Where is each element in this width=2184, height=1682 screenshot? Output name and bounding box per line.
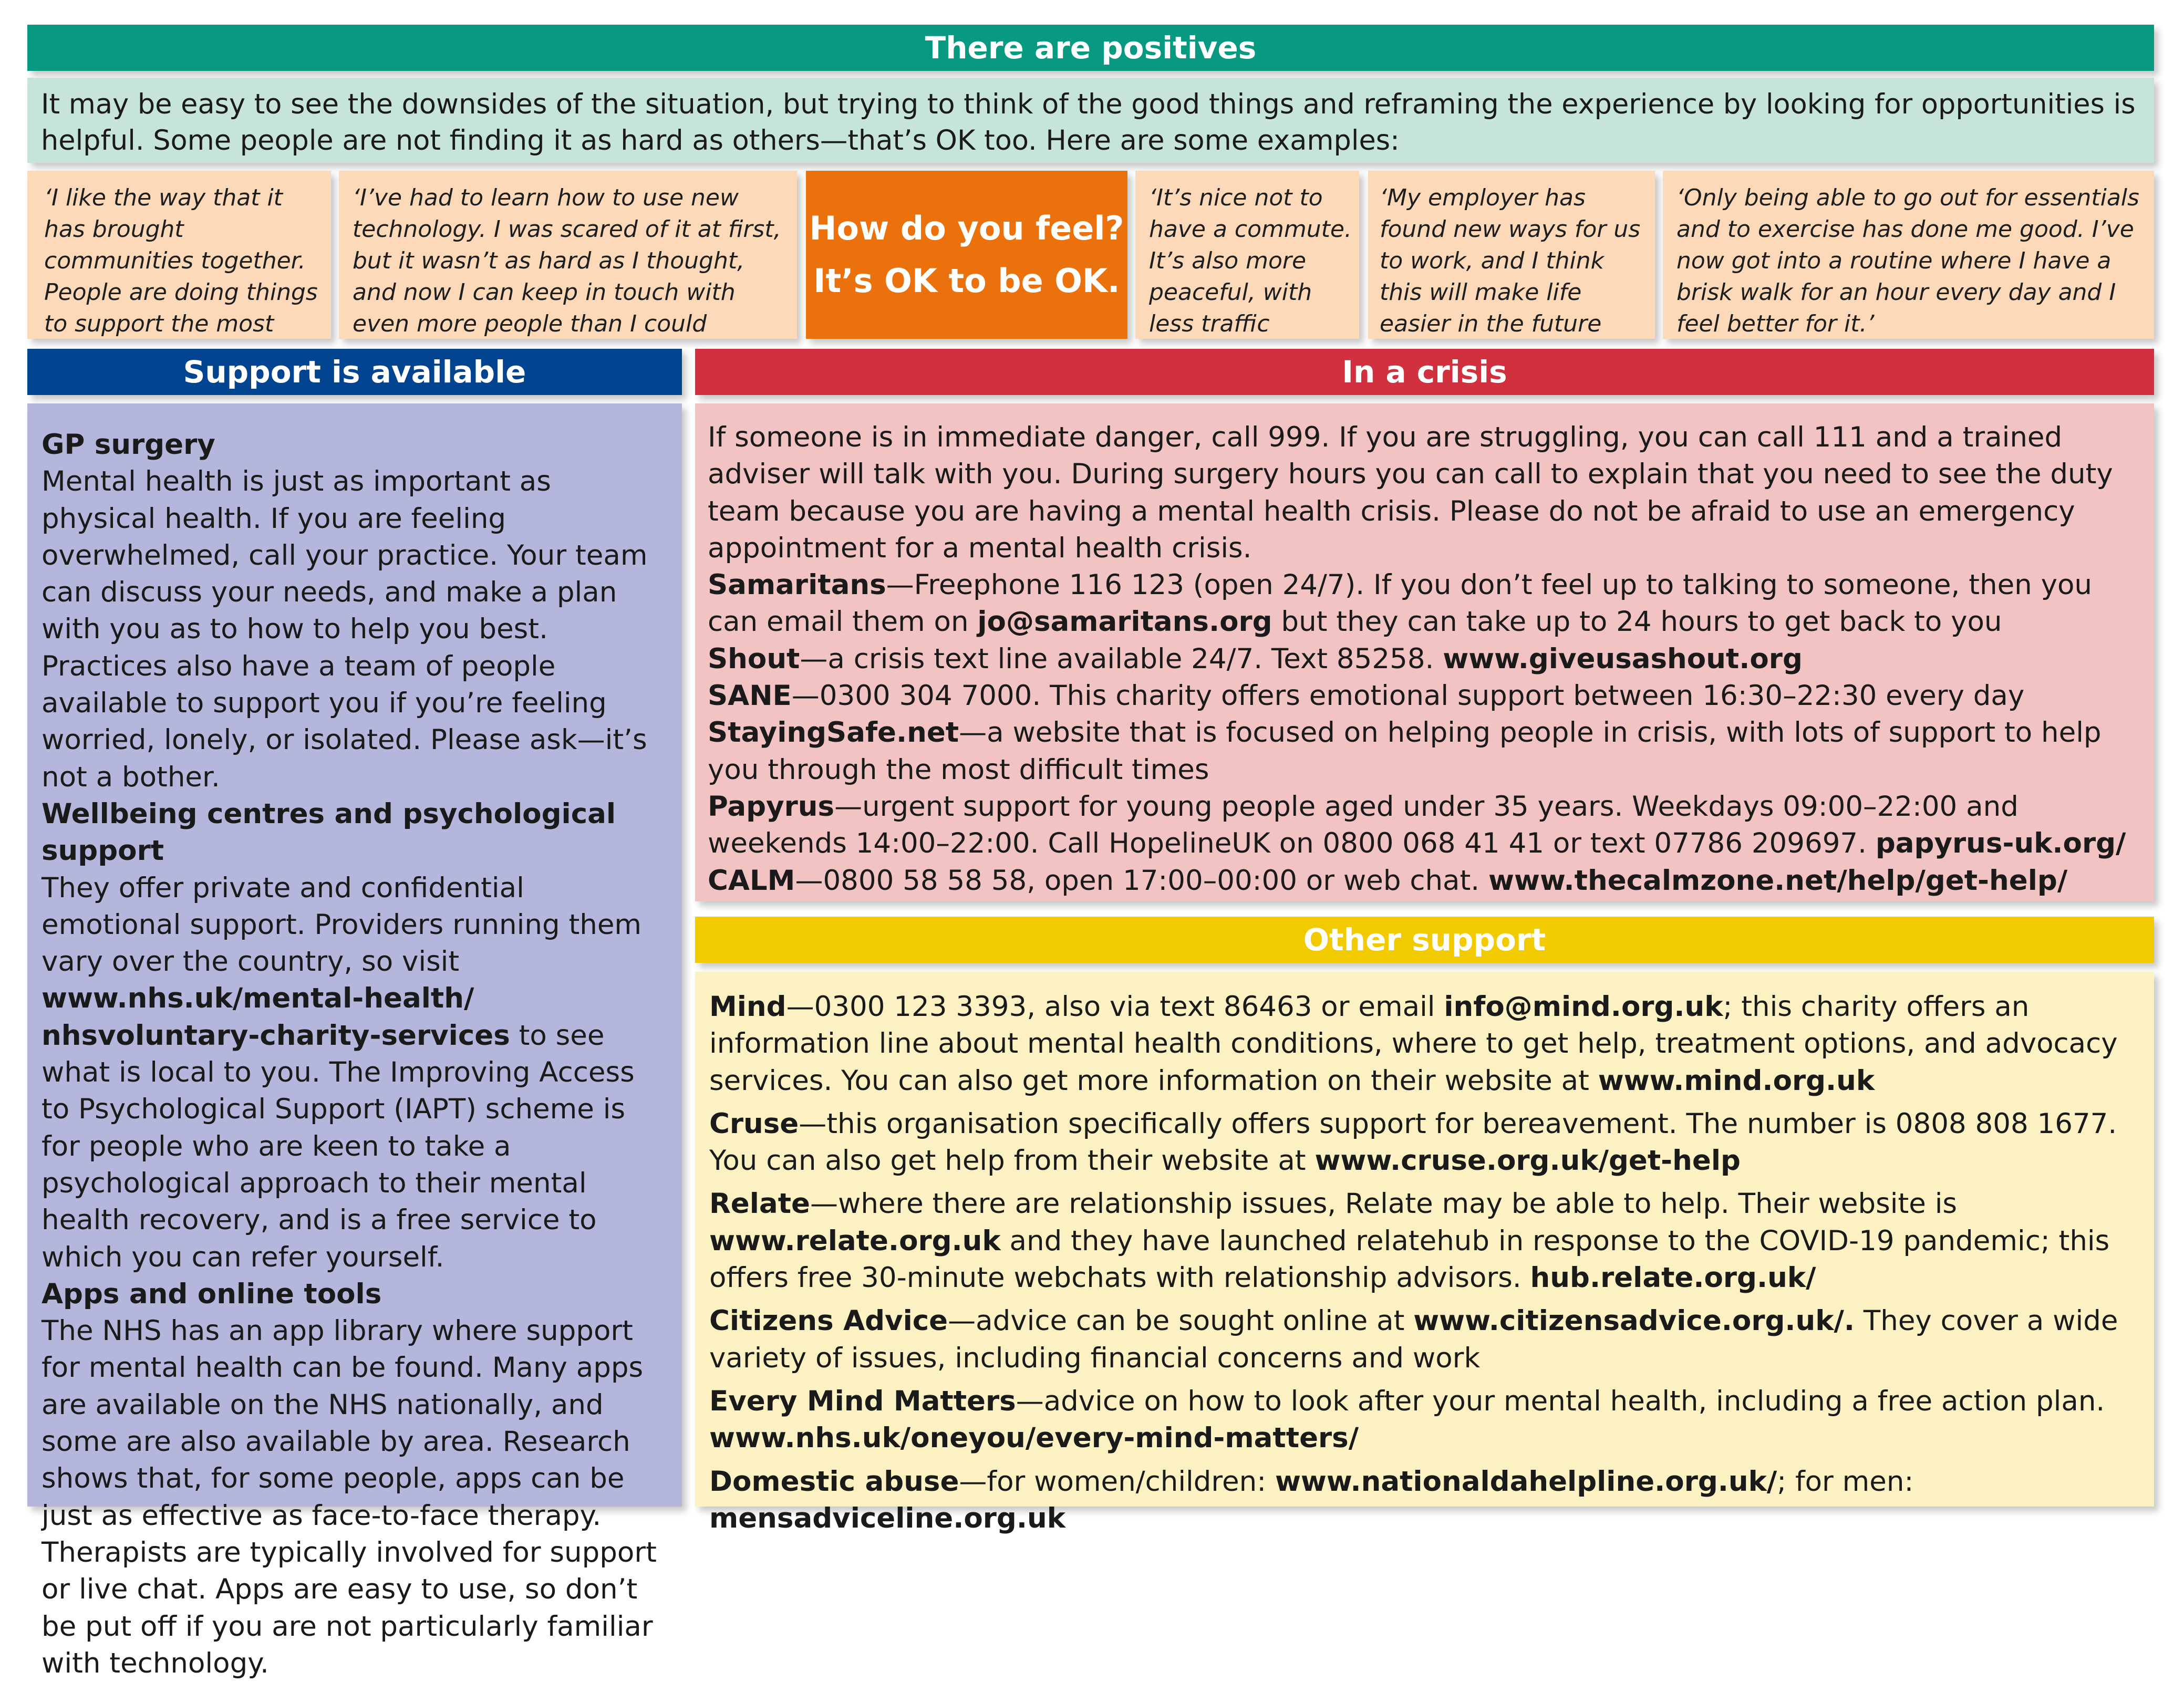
crisis-item-sane: SANE—0300 304 7000. This charity offers emotional support between 16:30–22:30 every day	[708, 680, 2025, 712]
positives-intro-panel	[27, 78, 2154, 163]
support-panel	[27, 403, 682, 1679]
nhs-mental-health-link[interactable]: www.nhs.uk/mental-health/ nhsvoluntary-charity-services	[42, 982, 510, 1052]
crisis-item-papyrus: Papyrus—urgent support for young people aged under 35 years. Weekdays 09:00–22:00 and weekends 14:00–22:00. Call HopelineUK on 0800 068 41 41 or text 07786 209697. papyrus-uk.org/	[708, 790, 2126, 860]
crisis-item-calm: CALM—0800 58 58 58, open 17:00–00:00 or web chat. www.thecalmzone.net/help/get-help/	[708, 864, 2068, 897]
other-item-cruse: Cruse—this organisation specifically offers support for bereavement. The number is 0808 808 1677. You can also get help from their website at www.cruse.org.uk/get-help	[709, 1107, 2117, 1177]
support-title: Support is available	[183, 354, 526, 390]
crisis-item-stayingsafe: StayingSafe.net—a website that is focused on helping people in crisis, with lots of support to help you through the most difficult times	[708, 717, 2102, 786]
gp-text: Mental health is just as important as physical health. If you are feeling overwhelmed, call your practice. Your team can discuss your needs, and make a plan with you as to how to help you best. Practices also have a team of people available to support you if you’re feeling worried, lonely, or isolated. Please ask—it’s not a bother.	[42, 465, 648, 793]
quote-text: ‘I like the way that it has brought communities together. People are doing things to support the most	[44, 184, 318, 337]
citizens-advice-link[interactable]: www.citizensadvice.org.uk/.	[1413, 1305, 1855, 1337]
cruse-link[interactable]: www.cruse.org.uk/get-help	[1314, 1145, 1741, 1177]
samaritans-email-link[interactable]: jo@samaritans.org	[977, 606, 1272, 638]
other-support-panel	[695, 972, 2154, 1534]
gp-heading: GP surgery	[42, 429, 215, 461]
relatehub-link[interactable]: hub.relate.org.uk/	[1530, 1262, 1816, 1294]
crisis-item-samaritans: Samaritans—Freephone 116 123 (open 24/7). If you don’t feel up to talking to someone, then you can email them on jo@samaritans.org but they can take up to 24 hours to get back to you	[708, 569, 2092, 638]
quote-card-2	[339, 171, 797, 339]
feel-line-1: How do you feel?	[809, 209, 1124, 247]
crisis-banner	[695, 349, 2154, 395]
positives-title: There are positives	[925, 30, 1257, 66]
other-support-title: Other support	[1303, 922, 1546, 958]
how-do-you-feel-box	[806, 171, 1127, 339]
wellbeing-text: They offer private and confidential emotional support. Providers running them vary over the country, so visit www.nhs.uk/mental-health/ nhsvoluntary-charity-services to see what is local to you. The Improving Access to Psychological Support (IAPT) scheme is for people who are keen to take a psychological approach to their mental health recovery, and is a free service to which you can refer yourself.	[42, 871, 642, 1273]
mind-link[interactable]: www.mind.org.uk	[1598, 1064, 1875, 1097]
crisis-panel	[695, 403, 2154, 901]
crisis-title: In a crisis	[1342, 354, 1507, 390]
national-da-helpline-link[interactable]: www.nationaldahelpline.org.uk/	[1275, 1465, 1777, 1498]
quote-card-5	[1663, 171, 2154, 339]
support-banner	[27, 349, 682, 395]
other-support-banner	[695, 917, 2154, 963]
mens-advice-line-link[interactable]: mensadviceline.org.uk	[709, 1502, 1065, 1534]
calm-link[interactable]: www.thecalmzone.net/help/get-help/	[1488, 864, 2068, 897]
other-item-citizens-advice: Citizens Advice—advice can be sought online at www.citizensadvice.org.uk/. They cover a wide variety of issues, including financial concerns and work	[709, 1305, 2118, 1374]
shout-link[interactable]: www.giveusashout.org	[1443, 642, 1803, 675]
quote-text: ‘My employer has found new ways for us to work, and I think this will make life easier in the future	[1380, 184, 1641, 337]
every-mind-matters-link[interactable]: www.nhs.uk/oneyou/every-mind-matters/	[709, 1422, 1359, 1455]
quote-text: ‘Only being able to go out for essentials and to exercise has done me good. I’ve now got into a routine where I have a brisk walk for an hour every day and I feel better for it.’	[1676, 184, 2139, 337]
mind-email-link[interactable]: info@mind.org.uk	[1444, 991, 1723, 1023]
other-item-domestic-abuse: Domestic abuse—for women/children: www.nationaldahelpline.org.uk/; for men: mensadviceline.org.uk	[709, 1465, 1914, 1534]
apps-text: The NHS has an app library where support for mental health can be found. Many apps are available on the NHS nationally, and some are also available by area. Research shows that, for some people, apps can be just as effective as face-to-face therapy. Therapists are typically involved for support or live chat. Apps are easy to use, so don’t be put off if you are not particularly familiar with technology.	[42, 1315, 657, 1679]
wellbeing-heading: Wellbeing centres and psychological support	[42, 797, 616, 867]
quote-card-3	[1135, 171, 1359, 339]
relate-link[interactable]: www.relate.org.uk	[709, 1224, 1001, 1257]
quote-card-4	[1368, 171, 1655, 339]
feel-line-2: It’s OK to be OK.	[813, 262, 1120, 300]
crisis-item-shout: Shout—a crisis text line available 24/7. Text 85258. www.giveusashout.org	[708, 642, 1803, 675]
quote-text: ‘I’ve had to learn how to use new technology. I was scared of it at first, but it wasn’t as hard as I thought, and now I can keep in touch with even more people than I could	[353, 184, 781, 337]
other-item-mind: Mind—0300 123 3393, also via text 86463 or email info@mind.org.uk; this charity offers an information line about mental health conditions, where to get help, treatment options, and advocacy services. You can also get more information on their website at www.mind.org.uk	[709, 991, 2118, 1097]
other-item-every-mind-matters: Every Mind Matters—advice on how to look after your mental health, including a free action plan. www.nhs.uk/oneyou/every-mind-matters/	[709, 1385, 2105, 1455]
apps-heading: Apps and online tools	[42, 1278, 382, 1310]
other-item-relate: Relate—where there are relationship issues, Relate may be able to help. Their website is www.relate.org.uk and they have launched relatehub in response to the COVID-19 pandemic; this offers free 30-minute webchats with relationship advisors. hub.relate.org.uk/	[709, 1188, 2110, 1294]
papyrus-link[interactable]: papyrus-uk.org/	[1875, 827, 2126, 860]
positives-banner	[27, 25, 2154, 71]
crisis-intro: If someone is in immediate danger, call 999. If you are struggling, you can call 111 and a trained adviser will talk with you. During surgery hours you can call to explain that you need to see the duty team because you are having a mental health crisis. Please do not be afraid to use an emergency appointment for a mental health crisis.	[708, 421, 2113, 564]
quote-text: ‘It’s nice not to have a commute. It’s also more peaceful, with less traffic	[1149, 184, 1352, 337]
positives-intro: It may be easy to see the downsides of the situation, but trying to think of the good things and reframing the experience by looking for opportunities is helpful. Some people are not finding it as hard as others—that’s OK too. Here are some examples:	[41, 88, 2136, 157]
quote-card-1	[27, 171, 331, 339]
